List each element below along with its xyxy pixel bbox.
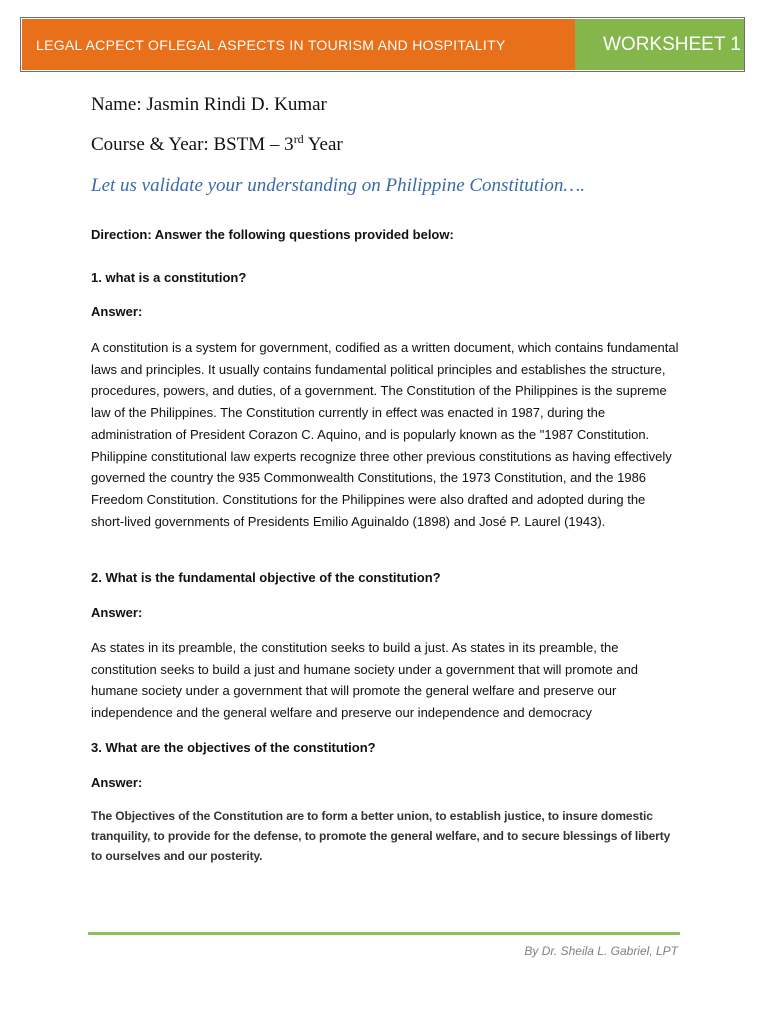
course-title-banner [22,19,576,70]
answer-label-3: Answer: [91,775,143,790]
question-2: 2. What is the fundamental objective of the constitution? [91,570,441,585]
course-title: LEGAL ACPECT OFLEGAL ASPECTS IN TOURISM AND HOSPITALITY [36,36,506,53]
worksheet-header [20,17,745,72]
course-year-suffix: Year [303,134,343,155]
course-year-superscript: rd [293,132,304,146]
answer-1: A constitution is a system for government, codified as a written document, which contains fundamental laws and principles. It usually contains fundamental political principles and establishes the structure, procedures, powers, and duties, of a government. The Constitution of the Philippines is the supreme law of the Philippines. The Constitution currently in effect was enacted in 1987, during the administration of President Corazon C. Aquino, and is popularly known as the "1987 Constitution. Philippine constitutional law experts recognize three other previous constitutions as having effectively governed the country the 935 Commonwealth Constitutions, the 1973 Constitution, and the 1986 Freedom Constitution. Constitutions for the Philippines were also drafted and adopted during the short-lived governments of Presidents Emilio Aguinaldo (1898) and José P. Laurel (1943). [91,340,679,529]
question-1: 1. what is a constitution? [91,270,247,285]
footer-divider [88,932,680,935]
answer-label-2: Answer: [91,605,143,620]
worksheet-label-banner [575,19,744,70]
student-name: Name: Jasmin Rindi D. Kumar [91,94,327,115]
course-year [91,134,343,156]
footer-author: By Dr. Sheila L. Gabriel, LPT [524,944,678,958]
course-year-prefix: Course & Year: BSTM – 3 [91,134,294,155]
question-3: 3. What are the objectives of the constitution? [91,740,376,755]
answer-2: As states in its preamble, the constitution seeks to build a just. As states in its preamble, the constitution seeks to build a just and humane society under a government that will promote and humane society under a government that will promote the general welfare and preserve our independence and the general welfare and preserve our independence and democracy [91,640,639,721]
intro-text: Let us validate your understanding on Philippine Constitution…. [91,175,585,196]
direction-text: Direction: Answer the following questions provided below: [91,227,454,242]
worksheet-label: WORKSHEET 1 [603,33,741,55]
answer-3: The Objectives of the Constitution are to form a better union, to establish justice, to insure domestic tranquility, to provide for the defense, to promote the general welfare, and to secure blessings of liberty to ourselves and our posterity. [91,809,671,863]
answer-label-1: Answer: [91,304,143,319]
